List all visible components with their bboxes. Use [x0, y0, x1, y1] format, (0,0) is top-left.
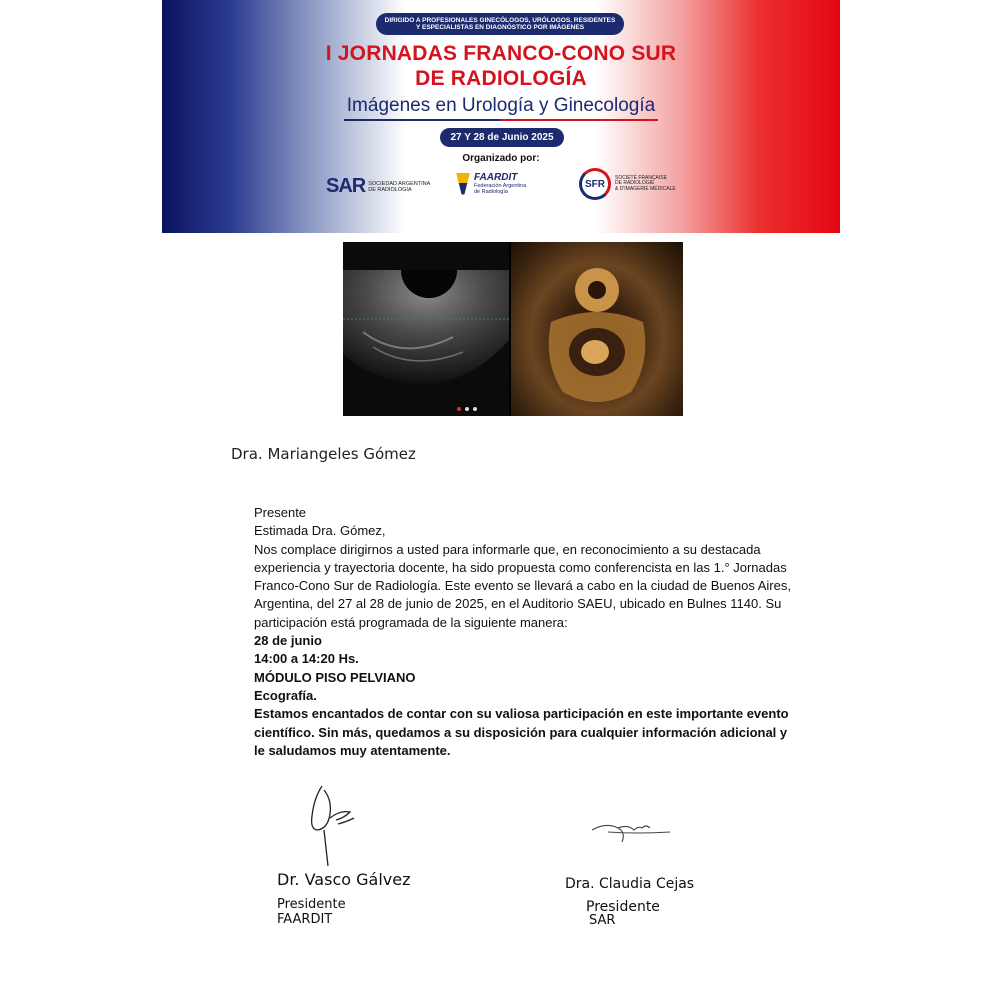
- faardit-emblem-icon: [456, 173, 470, 195]
- signatory-1-name: Dr. Vasco Gálvez: [277, 870, 411, 889]
- sfr-logo-text: [615, 176, 676, 193]
- faardit-logo-desc-2: de Radiología: [474, 189, 508, 195]
- ultrasound-images: [343, 242, 683, 416]
- sar-logo-mark: SAR: [326, 175, 366, 197]
- audience-line-1: DIRIGIDO A PROFESIONALES GINECÓLOGOS, URÓLOGOS, RESIDENTES: [384, 17, 616, 24]
- signatory-1-org: FAARDIT: [277, 912, 333, 927]
- sfr-logo-text-line-2: DE RADIOLOGIE: [615, 180, 655, 187]
- letter-body: [254, 504, 794, 760]
- audience-pill: [376, 13, 624, 35]
- sfr-logo-text-line-3: & D'IMAGERIE MÉDICALE: [615, 185, 676, 192]
- schedule-module: MÓDULO PISO PELVIANO: [254, 669, 416, 685]
- event-banner: [162, 0, 840, 233]
- faardit-logo-text: [474, 172, 526, 195]
- schedule-date: 28 de junio: [254, 633, 322, 649]
- subtitle-underline: [344, 119, 658, 121]
- faardit-logo-name: FAARDIT: [474, 172, 518, 183]
- signatory-1-role: [277, 897, 346, 927]
- sar-logo-text-line-2: DE RADIOLOGÍA: [368, 186, 412, 193]
- event-subtitle: Imágenes en Urología y Ginecología: [346, 95, 656, 116]
- event-title-line-1: I JORNADAS FRANCO-CONO SUR: [325, 42, 677, 65]
- ultrasound-3d-image: [511, 242, 683, 416]
- sar-logo: [326, 175, 430, 198]
- signature-cejas: [588, 814, 674, 852]
- organized-by-label: Organizado por:: [462, 153, 540, 164]
- event-date-pill: 27 Y 28 de Junio 2025: [440, 128, 564, 147]
- signatory-2-name: Dra. Claudia Cejas: [565, 876, 695, 892]
- faardit-logo-desc-1: Federación Argentina: [474, 183, 527, 189]
- ultrasound-2d-image: [343, 242, 509, 416]
- greeting-salutation: Estimada Dra. Gómez,: [254, 523, 386, 539]
- sfr-logo: [579, 168, 676, 200]
- addressee-name: Dra. Mariangeles Gómez: [231, 445, 416, 463]
- audience-line-2: Y ESPECIALISTAS EN DIAGNÓSTICO POR IMÁGENES: [415, 24, 585, 31]
- schedule-topic: Ecografía.: [254, 687, 317, 703]
- sar-logo-text: [368, 181, 430, 193]
- faardit-logo: [456, 172, 526, 195]
- ultrasound-2d-drawing: [343, 242, 509, 416]
- event-title-line-2: DE RADIOLOGÍA: [415, 67, 587, 90]
- signatory-2-org: SAR: [589, 913, 616, 928]
- sfr-logo-text-line-1: SOCIÉTÉ FRANÇAISE: [615, 174, 667, 181]
- ultrasound-3d-drawing: [511, 242, 683, 416]
- letter-paragraph: Nos complace dirigirnos a usted para informarle que, en reconocimiento a su destacada experiencia y trayectoria docente, ha sido propuesta como conferencista en las 1.° Jornadas Franco-Cono Sur de Radiología. Este evento se llevará a cabo en la ciudad de Buenos Aires, Argentina, del 27 al 28 de junio de 2025, en el Auditorio SAEU, ubicado en Bulnes 1140. Su participación está programada de la siguiente manera:: [254, 541, 791, 630]
- signatory-2-title: Presidente: [586, 899, 660, 915]
- greeting-presente: Presente: [254, 505, 307, 520]
- schedule-time: 14:00 a 14:20 Hs.: [254, 651, 359, 667]
- letter-closing: Estamos encantados de contar con su valiosa participación en este importante evento científico. Sin más, quedamos a su disposición para cualquier información adicional y le saludamos muy atentamente.: [254, 706, 789, 758]
- sar-logo-text-line-1: SOCIEDAD ARGENTINA: [368, 180, 431, 187]
- sfr-logo-mark: SFR: [579, 168, 611, 200]
- signature-galvez: [300, 778, 370, 870]
- signatory-1-title: Presidente: [277, 897, 346, 912]
